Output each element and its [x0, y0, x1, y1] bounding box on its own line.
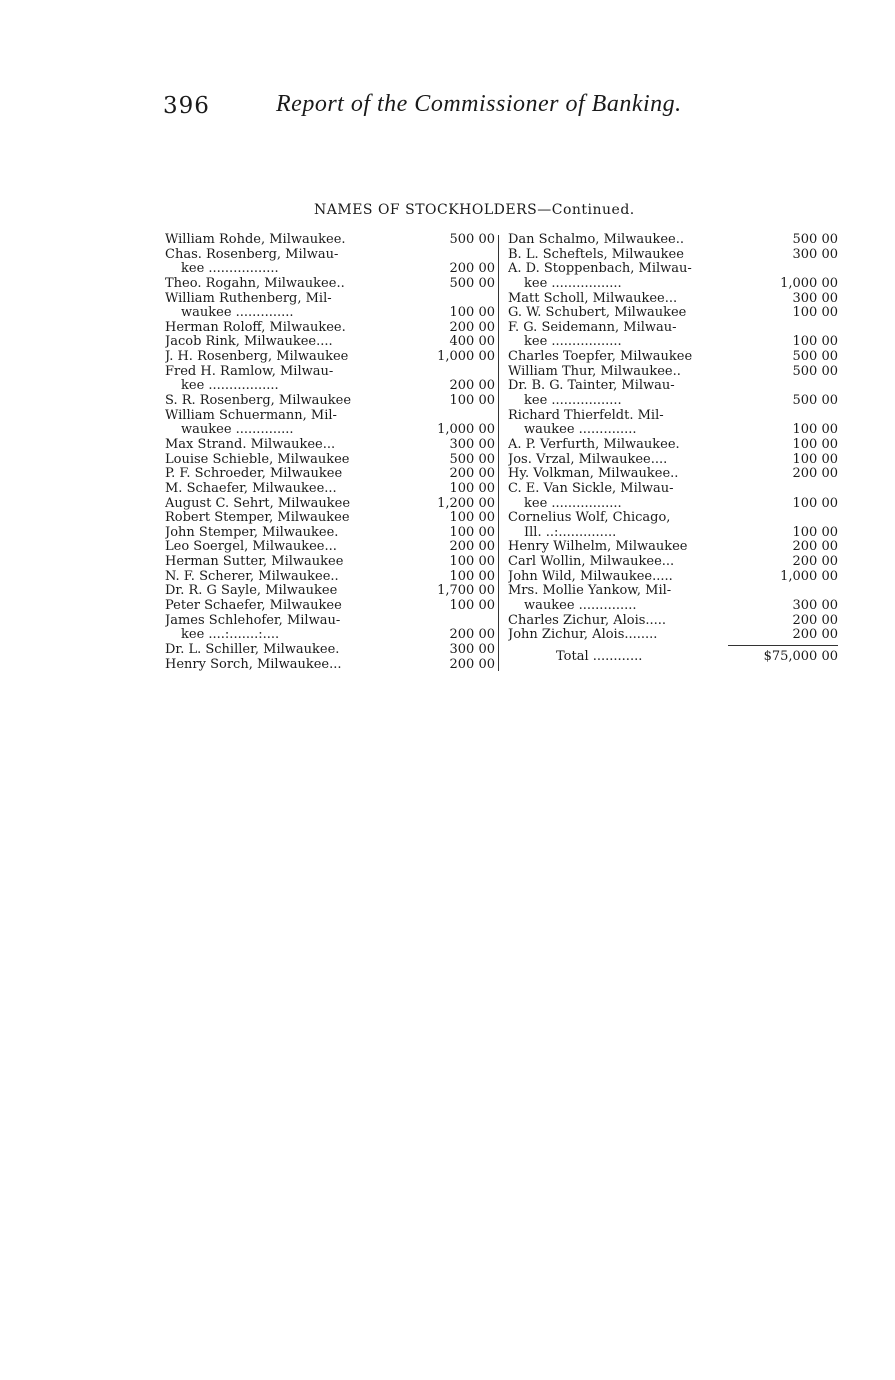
- stockholder-name: August C. Sehrt, Milwaukee: [165, 496, 351, 511]
- stockholder-row: [508, 497, 838, 512]
- stockholder-amount: [728, 511, 838, 526]
- stockholder-amount: 100 00: [449, 305, 495, 321]
- stockholder-name: Herman Roloff, Milwaukee.: [165, 320, 346, 335]
- stockholder-row: [165, 423, 495, 438]
- stockholder-row: [508, 511, 838, 526]
- stockholder-name: kee ....:.......:....: [181, 628, 280, 643]
- stockholder-amount: 200 00: [792, 554, 838, 570]
- stockholder-name: William Rohde, Milwaukee.: [165, 233, 346, 247]
- stockholder-row: [165, 306, 495, 321]
- stockholder-row: [508, 365, 838, 380]
- stockholder-amount: 200 00: [449, 656, 495, 672]
- stockholder-name: Peter Schaefer, Milwaukee: [165, 599, 342, 614]
- stockholder-row: [165, 643, 495, 658]
- stockholder-name: John Zichur, Alois........: [508, 628, 658, 643]
- stockholder-row: [165, 262, 495, 277]
- stockholder-amount: 200 00: [792, 466, 838, 482]
- stockholder-amount: 100 00: [449, 510, 495, 526]
- stockholder-amount: 1,000 00: [780, 275, 838, 291]
- stockholder-name: Henry Wilhelm, Milwaukee: [508, 540, 688, 555]
- stockholder-amount: 300 00: [792, 598, 838, 614]
- stockholder-amount: 200 00: [449, 466, 495, 482]
- stockholder-row: [508, 453, 838, 468]
- stockholder-name: kee .................: [524, 496, 622, 511]
- stockholder-amount: 100 00: [449, 480, 495, 496]
- stockholder-name: Herman Sutter, Milwaukee: [165, 555, 344, 570]
- stockholder-name: Cornelius Wolf, Chicago,: [508, 511, 671, 526]
- stockholder-name: Louise Schieble, Milwaukee: [165, 452, 350, 467]
- stockholder-row: [165, 438, 495, 453]
- page-number: 396: [163, 93, 210, 119]
- stockholder-row: [165, 233, 495, 248]
- stockholder-amount: 500 00: [449, 275, 495, 291]
- stockholder-name: Henry Sorch, Milwaukee...: [165, 657, 342, 672]
- stockholder-amount: 200 00: [792, 612, 838, 628]
- stockholder-name: F. G. Seidemann, Milwau-: [508, 320, 677, 335]
- stockholder-name: kee .................: [524, 335, 622, 350]
- stockholder-row: [508, 628, 838, 643]
- stockholder-name: kee .................: [524, 394, 622, 409]
- stockholder-name: Max Strand. Milwaukee...: [165, 437, 336, 452]
- stockholder-name: Fred H. Ramlow, Milwau-: [165, 364, 334, 379]
- stockholder-row: [508, 233, 838, 248]
- stockholder-name: Dr. R. G Sayle, Milwaukee: [165, 584, 338, 599]
- stockholder-name: A. D. Stoppenbach, Milwau-: [508, 262, 692, 277]
- stockholder-row: [508, 248, 838, 263]
- stockholder-amount: 1,000 00: [437, 349, 495, 365]
- left-column: [165, 233, 495, 672]
- stockholder-name: kee .................: [181, 262, 279, 277]
- stockholder-amount: 500 00: [449, 451, 495, 467]
- stockholder-name: G. W. Schubert, Milwaukee: [508, 306, 687, 321]
- total-amount: $75,000 00: [763, 648, 838, 664]
- stockholder-row: [165, 540, 495, 555]
- stockholder-amount: [728, 482, 838, 497]
- stockholder-row: [508, 394, 838, 409]
- stockholder-name: A. P. Verfurth, Milwaukee.: [508, 437, 680, 452]
- stockholder-row: [508, 599, 838, 614]
- stockholder-row: [508, 306, 838, 321]
- stockholder-amount: 1,200 00: [437, 495, 495, 511]
- stockholder-name: waukee ..............: [524, 599, 637, 614]
- stockholder-name: Jacob Rink, Milwaukee....: [165, 335, 333, 350]
- stockholder-row: [508, 555, 838, 570]
- stockholder-row: [508, 438, 838, 453]
- stockholder-name: N. F. Scherer, Milwaukee..: [165, 569, 339, 584]
- total-rule: [728, 645, 838, 647]
- stockholder-amount: 100 00: [449, 524, 495, 540]
- stockholder-amount: 500 00: [792, 393, 838, 409]
- stockholder-name: Leo Soergel, Milwaukee...: [165, 540, 337, 555]
- stockholder-amount: 300 00: [449, 436, 495, 452]
- stockholder-amount: 100 00: [449, 554, 495, 570]
- stockholder-name: James Schlehofer, Milwau-: [165, 613, 341, 628]
- stockholder-row: [165, 614, 495, 629]
- stockholder-amount: 500 00: [792, 349, 838, 365]
- stockholder-name: Ill. ..:..............: [524, 525, 617, 540]
- stockholder-row: [165, 453, 495, 468]
- stockholder-amount: 1,000 00: [780, 568, 838, 584]
- stockholder-row: [165, 511, 495, 526]
- stockholder-name: Dan Schalmo, Milwaukee..: [508, 233, 684, 247]
- stockholder-row: [508, 379, 838, 394]
- stockholder-name: Richard Thierfeldt. Mil-: [508, 408, 664, 423]
- stockholder-name: Dr. L. Schiller, Milwaukee.: [165, 642, 340, 657]
- stockholder-row: [165, 467, 495, 482]
- stockholder-row: [508, 540, 838, 555]
- stockholder-name: B. L. Scheftels, Milwaukee: [508, 247, 684, 262]
- stockholder-name: Matt Scholl, Milwaukee...: [508, 291, 678, 306]
- section-title: NAMES OF STOCKHOLDERS—Continued.: [314, 202, 635, 218]
- total-row: [508, 650, 838, 665]
- stockholder-amount: 100 00: [792, 334, 838, 350]
- stockholder-row: [508, 409, 838, 424]
- stockholder-name: Charles Zichur, Alois.....: [508, 613, 667, 628]
- stockholder-amount: 200 00: [792, 627, 838, 643]
- stockholder-amount: 100 00: [449, 393, 495, 409]
- stockholder-row: [165, 482, 495, 497]
- stockholder-row: [508, 423, 838, 438]
- stockholder-row: [508, 614, 838, 629]
- stockholder-row: [165, 555, 495, 570]
- stockholder-name: kee .................: [524, 276, 622, 291]
- stockholder-row: [508, 335, 838, 350]
- stockholder-amount: 300 00: [449, 641, 495, 657]
- stockholder-row: [165, 584, 495, 599]
- stockholder-name: waukee ..............: [181, 423, 294, 438]
- stockholder-row: [165, 526, 495, 541]
- stockholder-row: [165, 409, 495, 424]
- stockholder-name: waukee ..............: [181, 306, 294, 321]
- stockholder-name: M. Schaefer, Milwaukee...: [165, 481, 337, 496]
- stockholder-name: William Thur, Milwaukee..: [508, 364, 681, 379]
- stockholder-name: waukee ..............: [524, 423, 637, 438]
- right-column: [508, 233, 838, 665]
- stockholder-name: Theo. Rogahn, Milwaukee..: [165, 276, 345, 291]
- stockholder-row: [508, 526, 838, 541]
- stockholder-amount: [728, 584, 838, 599]
- stockholder-row: [165, 277, 495, 292]
- stockholder-row: [165, 379, 495, 394]
- stockholder-row: [165, 321, 495, 336]
- stockholder-name: John Wild, Milwaukee.....: [508, 569, 673, 584]
- stockholder-name: J. H. Rosenberg, Milwaukee: [165, 350, 349, 365]
- stockholder-row: [508, 321, 838, 336]
- stockholder-amount: 100 00: [792, 436, 838, 452]
- stockholder-amount: 100 00: [792, 451, 838, 467]
- stockholder-amount: 200 00: [449, 539, 495, 555]
- stockholder-amount: 1,700 00: [437, 583, 495, 599]
- stockholder-amount: 100 00: [792, 495, 838, 511]
- stockholder-row: [508, 482, 838, 497]
- stockholder-row: [165, 394, 495, 409]
- stockholder-amount: 500 00: [449, 232, 495, 247]
- stockholder-row: [165, 248, 495, 263]
- stockholder-row: [508, 277, 838, 292]
- stockholder-name: Carl Wollin, Milwaukee...: [508, 555, 675, 570]
- running-title: Report of the Commissioner of Banking.: [276, 91, 682, 117]
- stockholder-amount: 100 00: [792, 305, 838, 321]
- stockholder-name: Robert Stemper, Milwaukee: [165, 511, 350, 526]
- stockholder-name: William Ruthenberg, Mil-: [165, 291, 332, 306]
- stockholder-amount: [728, 321, 838, 336]
- stockholder-name: S. R. Rosenberg, Milwaukee: [165, 394, 352, 409]
- stockholder-row: [165, 365, 495, 380]
- stockholder-amount: [728, 409, 838, 424]
- stockholder-row: [165, 628, 495, 643]
- stockholder-amount: 200 00: [449, 378, 495, 394]
- stockholder-amount: 100 00: [449, 568, 495, 584]
- stockholder-amount: 300 00: [792, 246, 838, 262]
- stockholder-name: William Schuermann, Mil-: [165, 408, 337, 423]
- stockholder-amount: 200 00: [449, 261, 495, 277]
- stockholder-amount: [728, 379, 838, 394]
- stockholder-amount: [728, 262, 838, 277]
- stockholder-amount: 400 00: [449, 334, 495, 350]
- stockholder-name: Chas. Rosenberg, Milwau-: [165, 247, 339, 262]
- stockholder-name: kee .................: [181, 379, 279, 394]
- stockholder-name: Hy. Volkman, Milwaukee..: [508, 467, 679, 482]
- stockholder-name: John Stemper, Milwaukee.: [165, 525, 339, 540]
- column-divider: [498, 235, 499, 671]
- stockholder-row: [508, 570, 838, 585]
- stockholder-row: [508, 584, 838, 599]
- stockholder-row: [508, 262, 838, 277]
- stockholder-row: [165, 599, 495, 614]
- stockholder-amount: 100 00: [792, 524, 838, 540]
- stockholder-amount: [407, 409, 495, 424]
- stockholder-row: [165, 292, 495, 307]
- stockholder-name: C. E. Van Sickle, Milwau-: [508, 481, 674, 496]
- stockholder-name: P. F. Schroeder, Milwaukee: [165, 467, 343, 482]
- stockholder-amount: [407, 292, 495, 307]
- stockholder-row: [165, 335, 495, 350]
- stockholder-name: Charles Toepfer, Milwaukee: [508, 350, 693, 365]
- stockholder-amount: 300 00: [792, 290, 838, 306]
- stockholder-row: [508, 467, 838, 482]
- stockholder-amount: 500 00: [792, 363, 838, 379]
- stockholder-name: Mrs. Mollie Yankow, Mil-: [508, 584, 672, 599]
- stockholder-row: [508, 350, 838, 365]
- stockholder-row: [165, 350, 495, 365]
- stockholder-amount: 100 00: [449, 598, 495, 614]
- stockholder-amount: 200 00: [449, 319, 495, 335]
- stockholder-name: Dr. B. G. Tainter, Milwau-: [508, 379, 675, 394]
- stockholder-name: Jos. Vrzal, Milwaukee....: [508, 452, 668, 467]
- total-label: Total ............: [556, 649, 643, 664]
- stockholder-amount: 200 00: [792, 539, 838, 555]
- stockholder-amount: 100 00: [792, 422, 838, 438]
- stockholder-amount: 200 00: [449, 627, 495, 643]
- stockholder-amount: 500 00: [792, 232, 838, 247]
- stockholder-row: [165, 497, 495, 512]
- stockholder-amount: [407, 248, 495, 263]
- stockholder-row: [508, 292, 838, 307]
- stockholder-row: [165, 658, 495, 673]
- stockholder-amount: 1,000 00: [437, 422, 495, 438]
- stockholder-row: [165, 570, 495, 585]
- stockholder-amount: [407, 365, 495, 380]
- stockholder-amount: [407, 614, 495, 629]
